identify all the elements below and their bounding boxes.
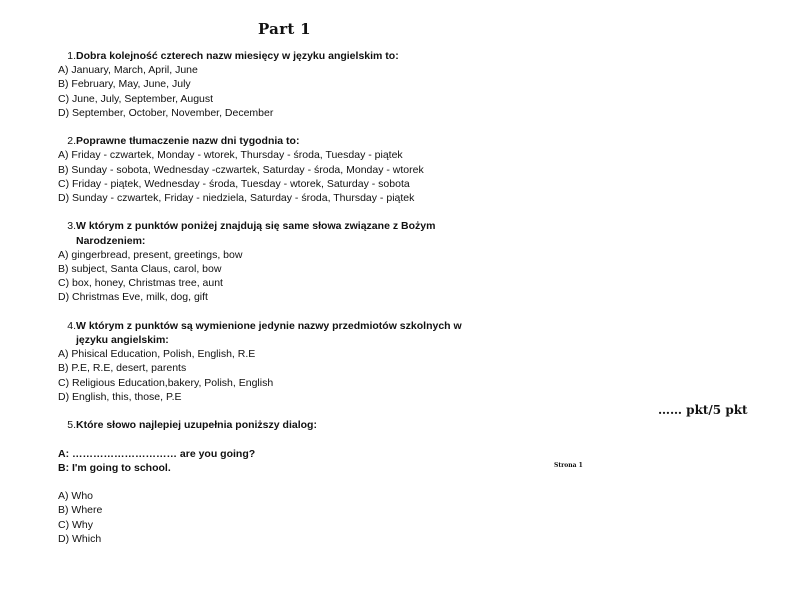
answer-option: C) Friday - piątek, Wednesday - środa, Tuesday - wtorek, Saturday - sobota <box>58 177 410 190</box>
answer-option: C) June, July, September, August <box>58 92 214 105</box>
question-5 <box>58 418 488 546</box>
question-1 <box>58 49 488 120</box>
question-text: Które słowo najlepiej uzupełnia poniższy dialog: <box>76 419 317 432</box>
answer-option: D) Christmas Eve, milk, dog, gift <box>58 291 208 304</box>
question-number: 1. <box>67 50 76 62</box>
answer-option: B) Sunday - sobota, Wednesday -czwartek, Saturday - środa, Monday - wtorek <box>58 163 424 176</box>
score-field: …… pkt/5 pkt <box>658 403 748 417</box>
answer-option: A) Friday - czwartek, Monday - wtorek, Thursday - środa, Tuesday - piątek <box>58 149 403 162</box>
question-text: Poprawne tłumaczenie nazw dni tygodnia to: <box>76 135 300 148</box>
dialog-line-b: B: I'm going to school. <box>58 461 171 474</box>
page-number: Strona 1 <box>554 462 583 469</box>
answer-option: D) English, this, those, P.E <box>58 390 182 403</box>
answer-option: A) January, March, April, June <box>58 64 198 77</box>
question-text: W którym z punktów poniżej znajdują się same słowa związane z Bożym Narodzeniem: <box>76 220 436 247</box>
question-number: 3. <box>67 220 76 233</box>
answer-option: B) subject, Santa Claus, carol, bow <box>58 263 222 276</box>
answer-option: D) September, October, November, December <box>58 106 274 119</box>
question-4 <box>58 319 488 404</box>
answer-option: A) Phisical Education, Polish, English, R.E <box>58 348 256 361</box>
question-number: 2. <box>67 135 76 148</box>
question-number: 4. <box>67 319 76 332</box>
answer-option: C) box, honey, Christmas tree, aunt <box>58 277 223 290</box>
answer-option: B) February, May, June, July <box>58 78 191 91</box>
answer-option: A) Who <box>58 490 94 503</box>
answer-option: B) Where <box>58 504 103 517</box>
answer-option: A) gingerbread, present, greetings, bow <box>58 248 243 261</box>
dialog-line-a: A: ………………………… are you going? <box>58 447 256 460</box>
answer-option: D) Which <box>58 532 102 545</box>
question-text: Dobra kolejność czterech nazw miesięcy w języku angielskim to: <box>76 50 399 62</box>
question-2 <box>58 134 488 205</box>
question-text: W którym z punktów są wymienione jedynie nazwy przedmiotów szkolnych w języku angielskim: <box>76 319 462 347</box>
question-number: 5. <box>67 419 76 432</box>
question-3 <box>58 219 488 304</box>
page-title: Part 1 <box>258 20 311 38</box>
answer-option: B) P.E, R.E, desert, parents <box>58 362 187 375</box>
answer-option: C) Why <box>58 518 93 531</box>
quiz-content <box>58 49 488 546</box>
answer-option: C) Religious Education,bakery, Polish, English <box>58 376 274 389</box>
answer-option: D) Sunday - czwartek, Friday - niedziela, Saturday - środa, Thursday - piątek <box>58 192 415 205</box>
